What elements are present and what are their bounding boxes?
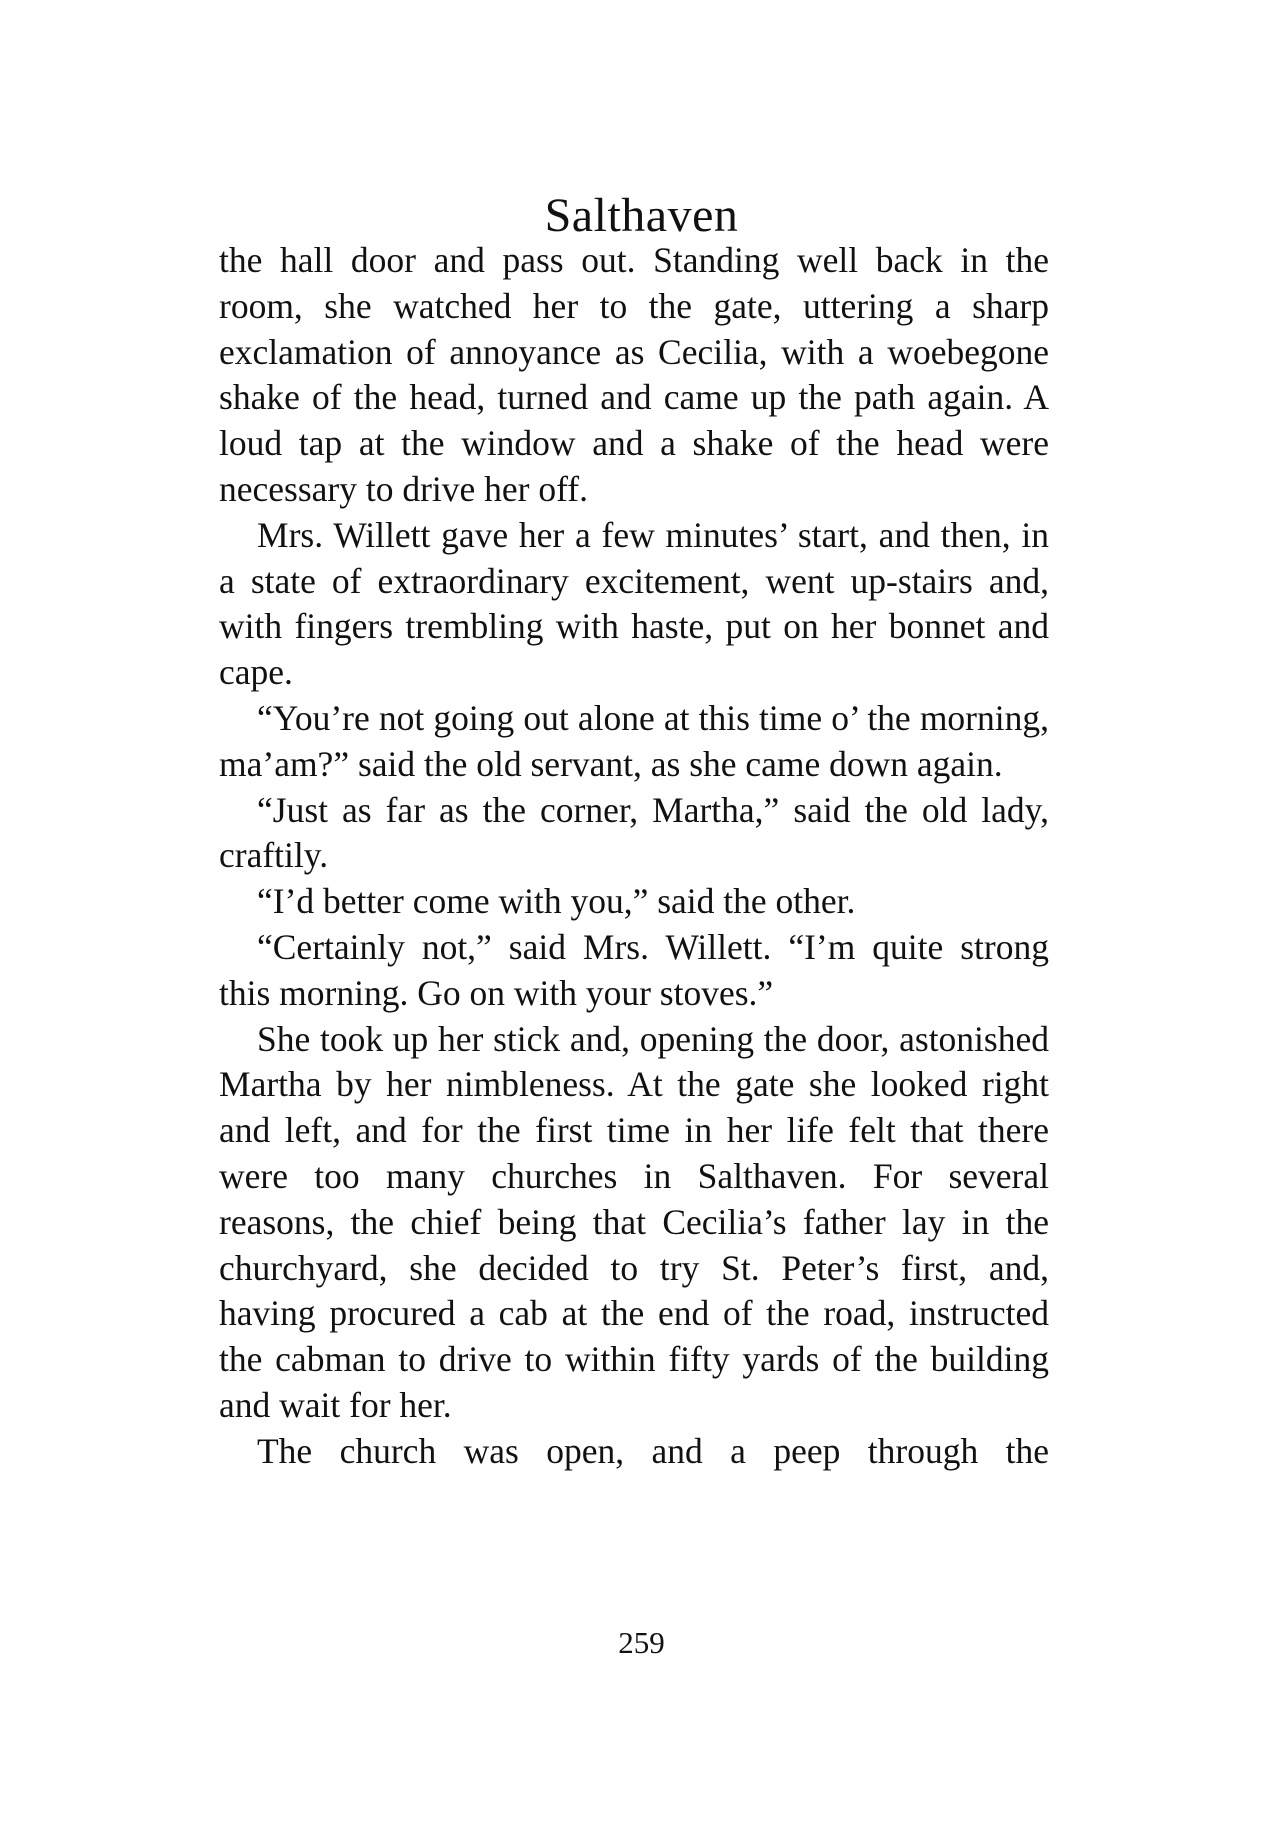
paragraph: The church was open, and a peep through the bbox=[257, 1430, 1049, 1471]
paragraph: “Certainly not,” said Mrs. Willett. “I’m quite strong this morning. Go on with your stoves.” bbox=[219, 926, 1049, 1013]
paragraph: Mrs. Willett gave her a few minutes’ start, and then, in a state of extraordinary excitement, went up-stairs and, with fingers trembling with haste, put on her bonnet and cape. bbox=[219, 514, 1049, 693]
body-text bbox=[219, 238, 1049, 1475]
running-head: Salthaven bbox=[544, 189, 739, 242]
paragraph: “I’d better come with you,” said the other. bbox=[257, 881, 856, 922]
paragraph: “You’re not going out alone at this time o’ the morning, ma’am?” said the old servant, as she came down again. bbox=[219, 697, 1049, 784]
paragraph: “Just as far as the corner, Martha,” said the old lady, craftily. bbox=[219, 789, 1049, 876]
paragraph: the hall door and pass out. Standing well back in the room, she watched her to the gate, uttering a sharp exclamation of annoyance as Cecilia, with a woebegone shake of the head, turned and came up the path again. A loud tap at the window and a shake of the head were necessary to drive her off. bbox=[219, 240, 1049, 509]
page-number: 259 bbox=[618, 1625, 665, 1660]
paragraph: She took up her stick and, opening the door, astonished Martha by her nimbleness. At the gate she looked right and left, and for the first time in her life felt that there were too many churches in Salthaven. For several reasons, the chief being that Cecilia’s father lay in the churchyard, she decided to try St. Peter’s first, and, having procured a cab at the end of the road, instructed the cabman to drive to within fifty yards of the building and wait for her. bbox=[219, 1018, 1049, 1425]
